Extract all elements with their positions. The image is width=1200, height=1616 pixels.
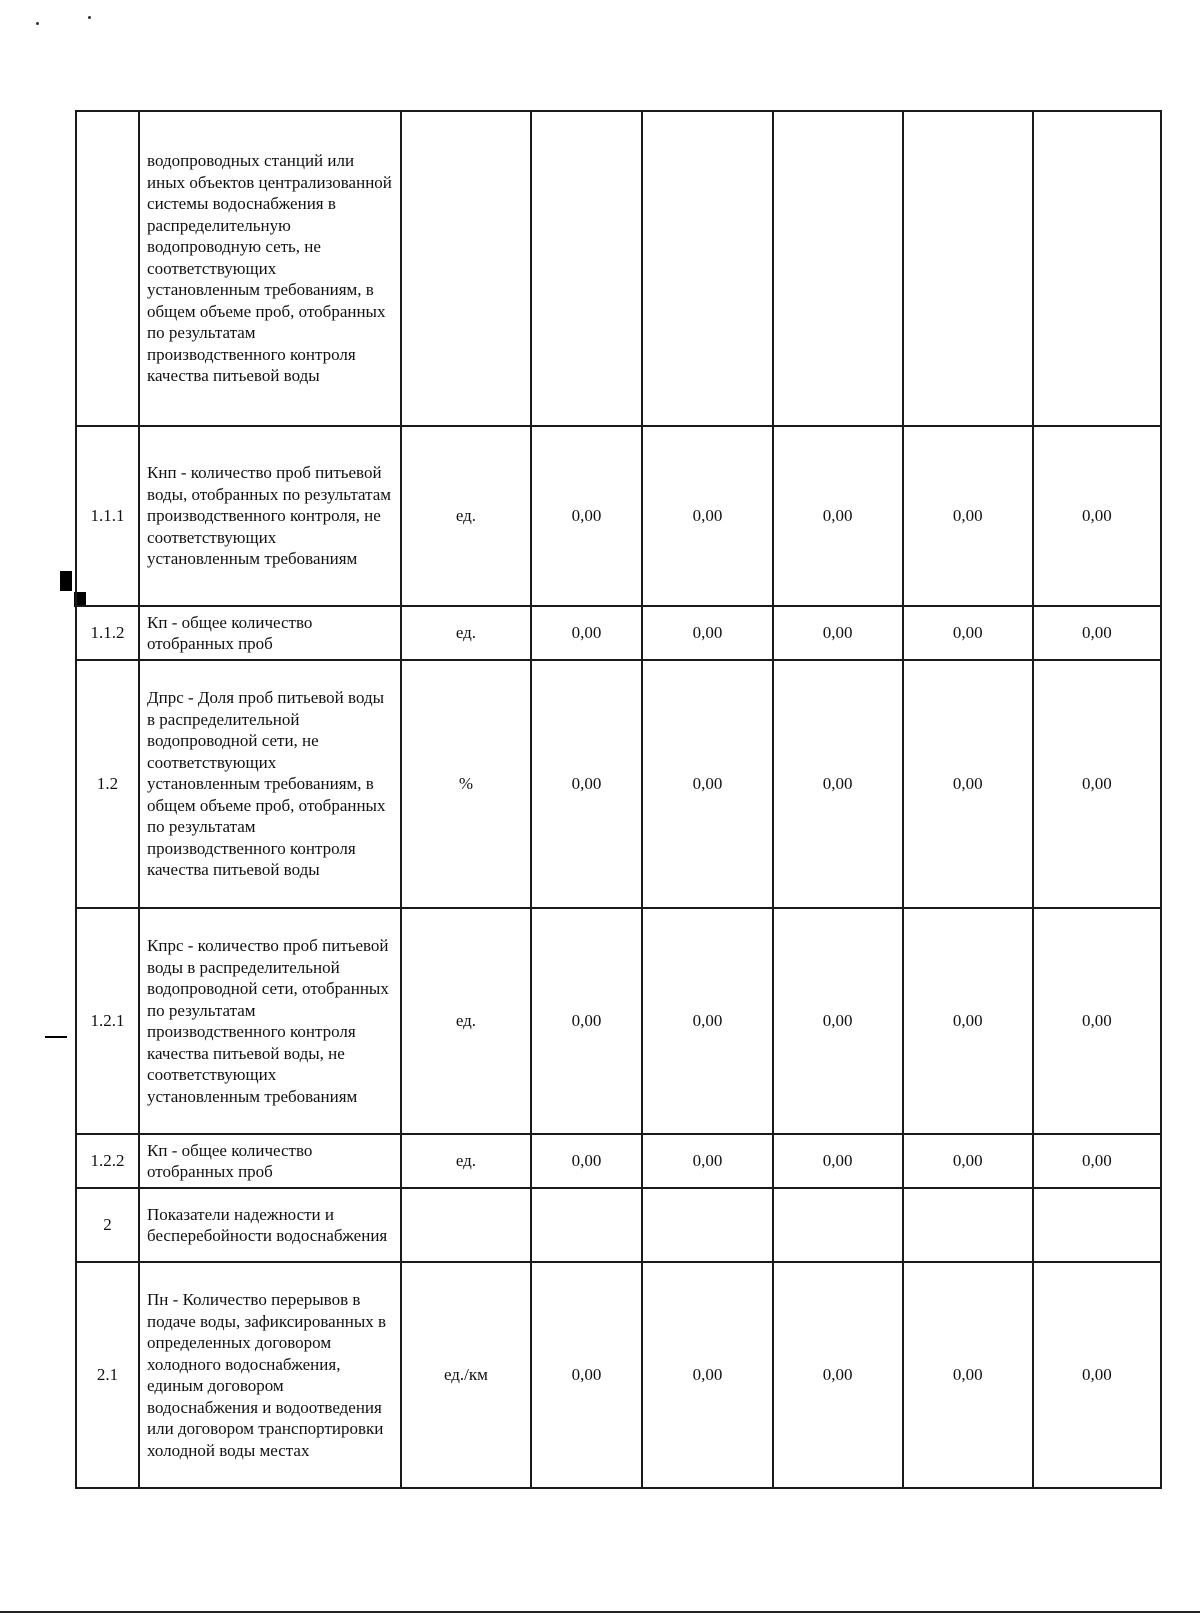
row-value xyxy=(531,111,643,426)
row-description: водопроводных станций или иных объектов централизованной системы водоснабжения в распределительную водопроводную сеть, не соответствующих установленным требованиям, в общем объеме проб, отобранных по результатам производственного контроля качества питьевой воды xyxy=(139,111,401,426)
table-row xyxy=(76,1134,1161,1188)
row-number: 1.2 xyxy=(76,660,139,908)
row-value: 0,00 xyxy=(773,1262,903,1488)
row-value: 0,00 xyxy=(642,1134,772,1188)
row-value: 0,00 xyxy=(642,1262,772,1488)
row-value xyxy=(773,111,903,426)
table-row xyxy=(76,1188,1161,1262)
row-unit: ед. xyxy=(401,908,530,1134)
table-row xyxy=(76,426,1161,606)
scan-mark xyxy=(60,571,72,591)
row-number: 2.1 xyxy=(76,1262,139,1488)
row-unit xyxy=(401,111,530,426)
row-description: Кп - общее количество отобранных проб xyxy=(139,606,401,660)
row-value: 0,00 xyxy=(1033,606,1161,660)
row-value: 0,00 xyxy=(773,1134,903,1188)
row-number: 1.1.2 xyxy=(76,606,139,660)
row-value xyxy=(642,1188,772,1262)
row-value: 0,00 xyxy=(773,606,903,660)
row-value: 0,00 xyxy=(1033,908,1161,1134)
row-value: 0,00 xyxy=(903,426,1033,606)
row-value: 0,00 xyxy=(642,606,772,660)
row-value: 0,00 xyxy=(642,660,772,908)
indicators-table-container xyxy=(75,110,1162,1489)
row-value xyxy=(903,111,1033,426)
row-value: 0,00 xyxy=(642,426,772,606)
row-value: 0,00 xyxy=(531,426,643,606)
row-description: Кнп - количество проб питьевой воды, отобранных по результатам производственного контроля, не соответствующих установленным требованиям xyxy=(139,426,401,606)
row-unit: ед. xyxy=(401,1134,530,1188)
row-value: 0,00 xyxy=(903,660,1033,908)
row-description: Пн - Количество перерывов в подаче воды, зафиксированных в определенных договором холодного водоснабжения, единым договором водоснабжения и водоотведения или договором транспортировки холодной воды местах xyxy=(139,1262,401,1488)
row-value: 0,00 xyxy=(903,1262,1033,1488)
row-value: 0,00 xyxy=(773,426,903,606)
row-value: 0,00 xyxy=(531,1134,643,1188)
scan-speck xyxy=(88,16,91,19)
row-value: 0,00 xyxy=(1033,660,1161,908)
row-number xyxy=(76,111,139,426)
row-value: 0,00 xyxy=(773,660,903,908)
row-number: 1.1.1 xyxy=(76,426,139,606)
row-value: 0,00 xyxy=(1033,1134,1161,1188)
row-value xyxy=(1033,1188,1161,1262)
row-value xyxy=(642,111,772,426)
row-value: 0,00 xyxy=(531,1262,643,1488)
row-unit: % xyxy=(401,660,530,908)
row-value xyxy=(773,1188,903,1262)
row-value: 0,00 xyxy=(531,660,643,908)
row-number: 1.2.2 xyxy=(76,1134,139,1188)
row-value xyxy=(531,1188,643,1262)
table-row xyxy=(76,111,1161,426)
row-value: 0,00 xyxy=(773,908,903,1134)
row-unit: ед. xyxy=(401,606,530,660)
row-value xyxy=(1033,111,1161,426)
page-bottom-edge xyxy=(0,1611,1200,1613)
row-value: 0,00 xyxy=(1033,1262,1161,1488)
row-description: Кпрс - количество проб питьевой воды в распределительной водопроводной сети, отобранных по результатам производственного контроля качества питьевой воды, не соответствующих установленным требованиям xyxy=(139,908,401,1134)
row-description: Кп - общее количество отобранных проб xyxy=(139,1134,401,1188)
row-value: 0,00 xyxy=(531,606,643,660)
row-description: Показатели надежности и бесперебойности водоснабжения xyxy=(139,1188,401,1262)
indicators-table xyxy=(75,110,1162,1489)
row-value: 0,00 xyxy=(531,908,643,1134)
row-description: Дпрс - Доля проб питьевой воды в распределительной водопроводной сети, не соответствующих установленным требованиям, в общем объеме проб, отобранных по результатам производственного контроля качества питьевой воды xyxy=(139,660,401,908)
row-value: 0,00 xyxy=(903,606,1033,660)
table-row xyxy=(76,1262,1161,1488)
table-row xyxy=(76,908,1161,1134)
row-value: 0,00 xyxy=(903,1134,1033,1188)
scan-mark xyxy=(45,1036,67,1038)
row-number: 2 xyxy=(76,1188,139,1262)
row-unit: ед./км xyxy=(401,1262,530,1488)
row-number: 1.2.1 xyxy=(76,908,139,1134)
scan-speck xyxy=(36,22,39,25)
row-value: 0,00 xyxy=(903,908,1033,1134)
table-body xyxy=(76,111,1161,1488)
row-unit xyxy=(401,1188,530,1262)
row-value: 0,00 xyxy=(1033,426,1161,606)
table-row xyxy=(76,660,1161,908)
row-value: 0,00 xyxy=(642,908,772,1134)
row-unit: ед. xyxy=(401,426,530,606)
table-row xyxy=(76,606,1161,660)
row-value xyxy=(903,1188,1033,1262)
